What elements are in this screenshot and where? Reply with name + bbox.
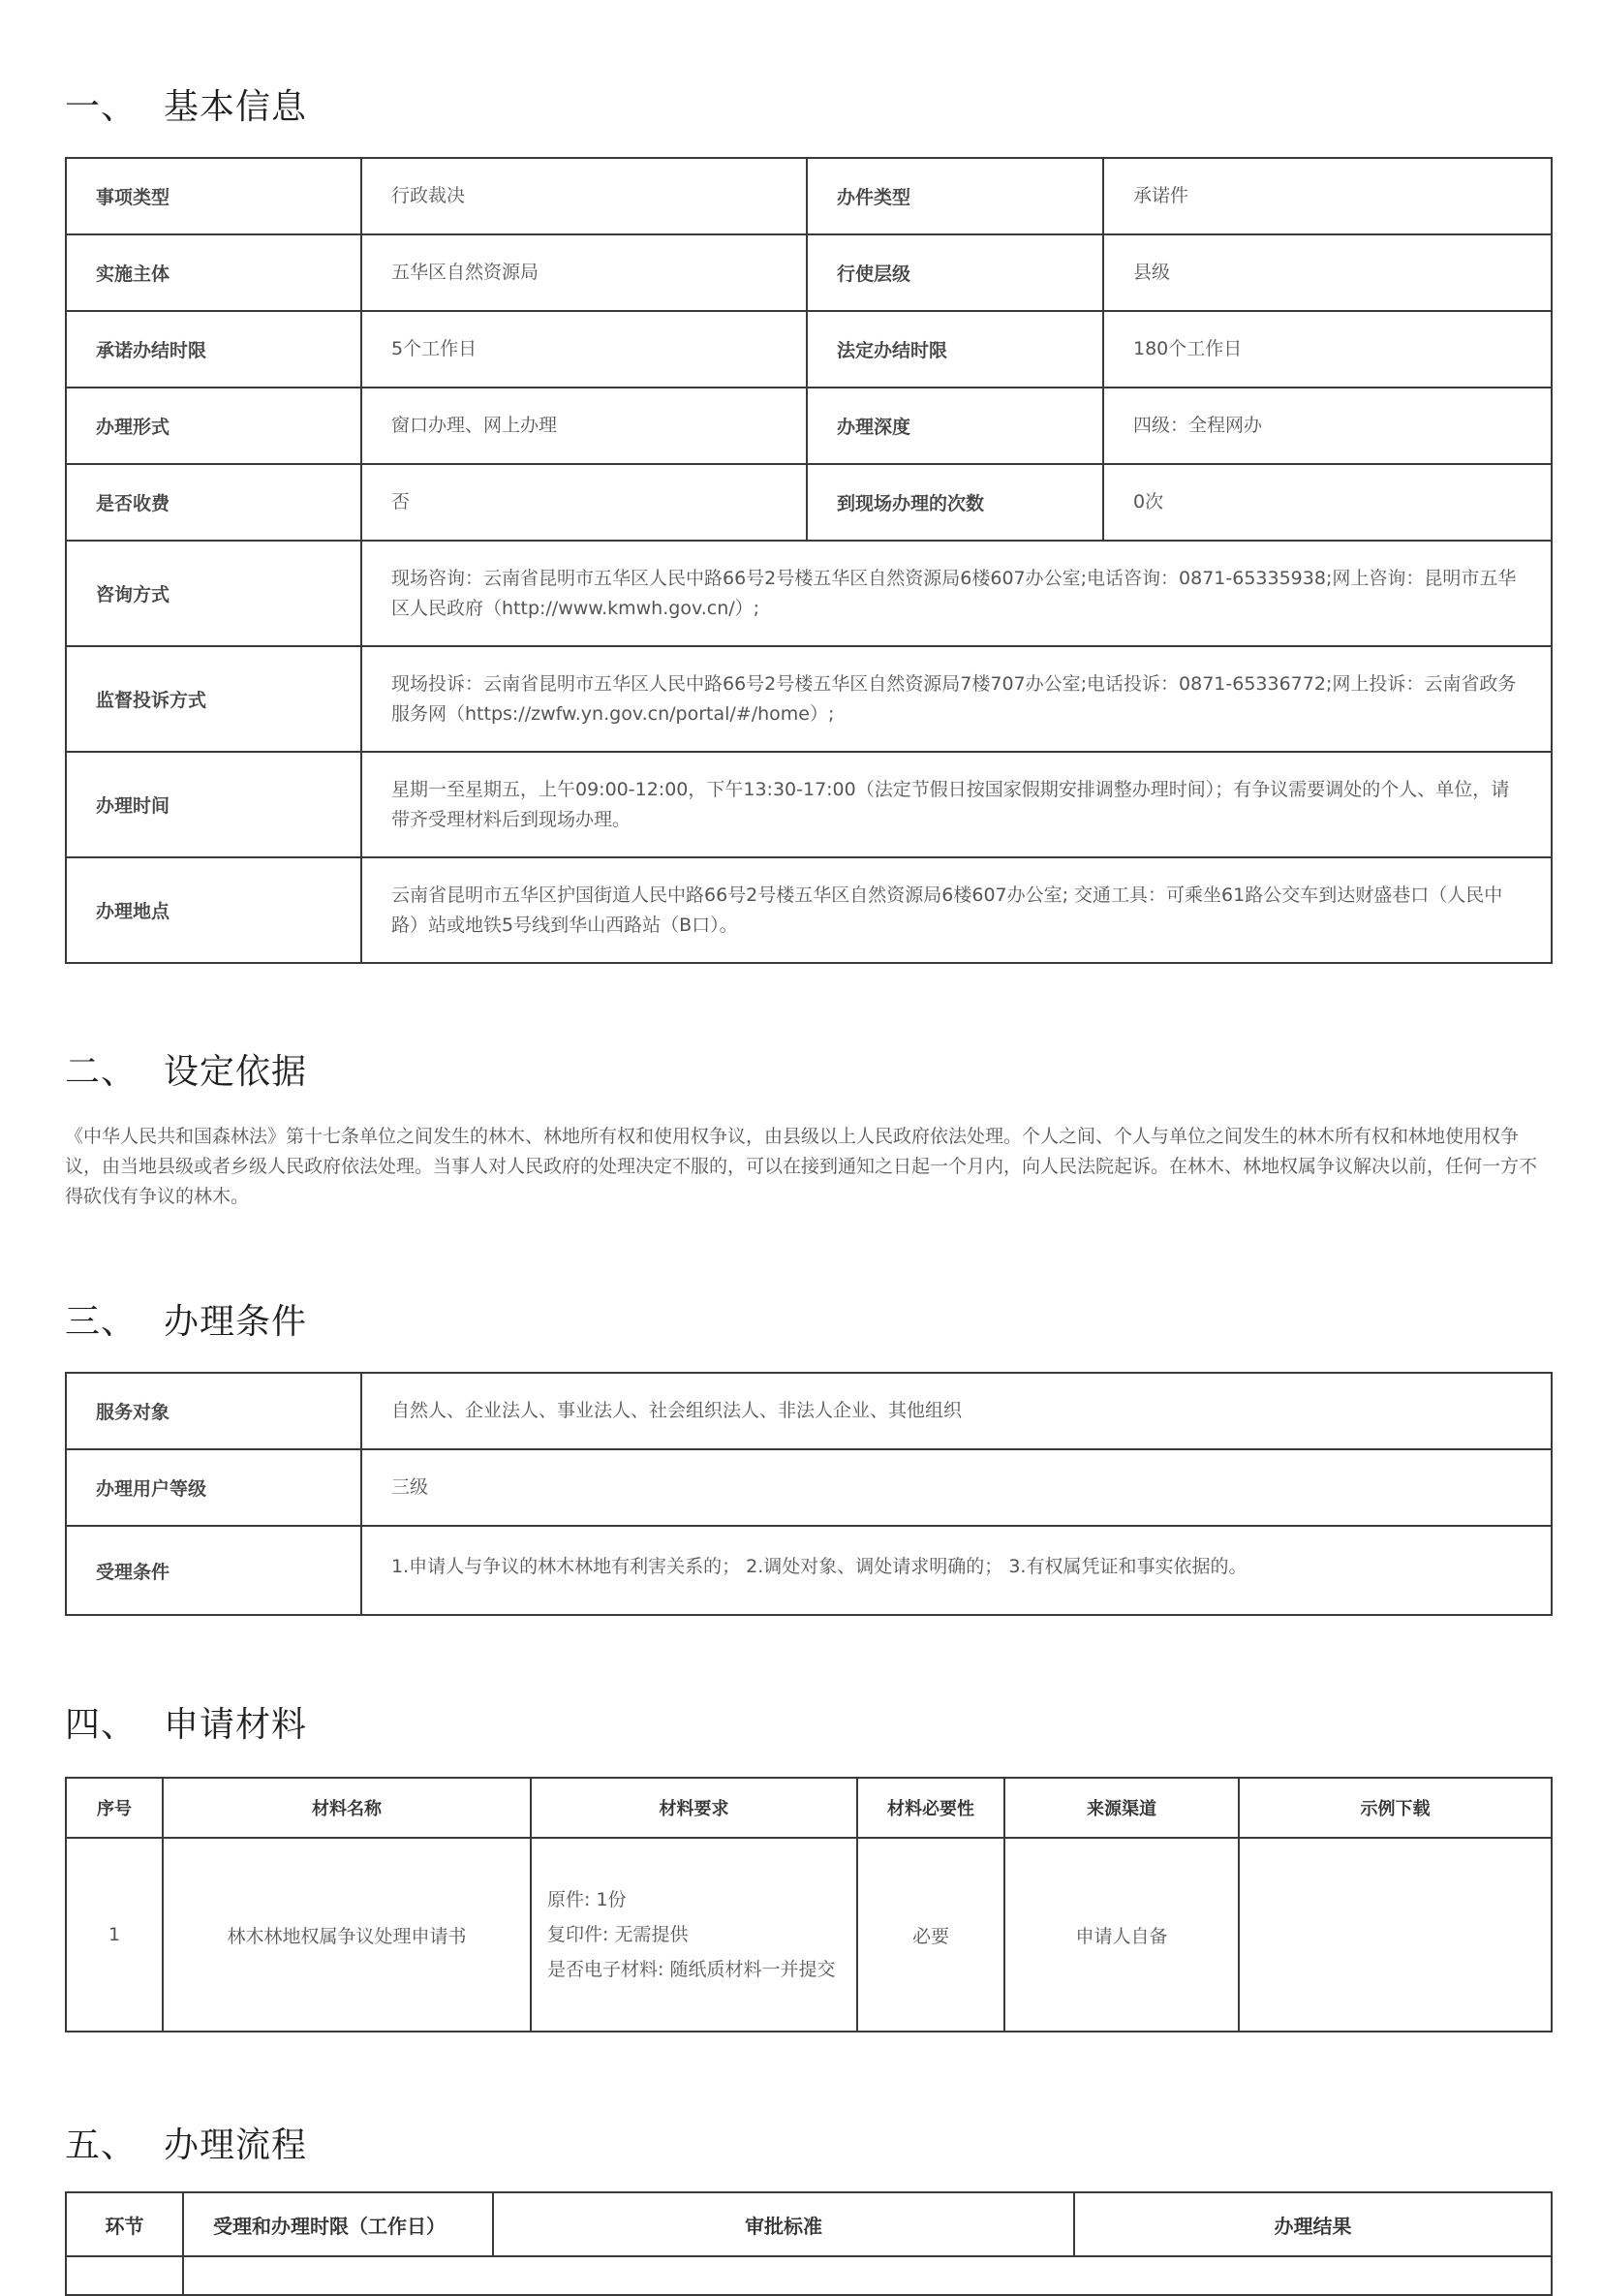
table-row: 事项类型 行政裁决 办件类型 承诺件 (66, 158, 1552, 234)
table-row: 办理用户等级 三级 (66, 1449, 1552, 1526)
col-header-necessity: 材料必要性 (857, 1778, 1004, 1838)
table-row: 受理条件 1.申请人与争议的林木林地有利害关系的； 2.调处对象、调处请求明确的； 3.有权属凭证和事实依据的。 (66, 1526, 1552, 1615)
table-row: 办理形式 窗口办理、网上办理 办理深度 四级：全程网办 (66, 388, 1552, 464)
table-row: 是否收费 否 到现场办理的次数 0次 (66, 464, 1552, 541)
material-no: 1 (66, 1838, 163, 2032)
section-heading-basic-info: 一、 基本信息 (65, 87, 308, 127)
table-row: 监督投诉方式 现场投诉：云南省昆明市五华区人民中路66号2号楼五华区自然资源局7楼707办公室;电话投诉：0871-65336772;网上投诉：云南省政务服务网（https://zwfw.yn.gov.cn/portal/#/home）; (66, 646, 1552, 752)
material-necessity: 必要 (857, 1838, 1004, 2032)
table-row (66, 1838, 1552, 2032)
col-header-sample-download: 示例下载 (1239, 1778, 1552, 1838)
table-header-row (66, 2192, 1552, 2256)
table-row: 办理时间 星期一至星期五，上午09:00-12:00，下午13:30-17:00（法定节假日按国家假期安排调整办理时间）；有争议需要调处的个人、单位，请带齐受理材料后到现场办理。 (66, 752, 1552, 857)
basis-paragraph: 《中华人民共和国森林法》第十七条单位之间发生的林木、林地所有权和使用权争议，由县级以上人民政府依法处理。个人之间、个人与单位之间发生的林木所有权和林地使用权争议，由当地县级或者乡级人民政府依法处理。当事人对人民政府的处理决定不服的，可以在接到通知之日起一个月内，向人民法院起诉。在林木、林地权属争议解决以前，任何一方不得砍伐有争议的林木。 (65, 1126, 1538, 1207)
table-row: 办理地点 云南省昆明市五华区护国街道人民中路66号2号楼五华区自然资源局6楼607办公室; 交通工具：可乘坐61路公交车到达财盛巷口（人民中路）站或地铁5号线到华山西路站（B口）。 (66, 857, 1552, 963)
basic-info-table (65, 157, 1553, 964)
col-header-no: 序号 (66, 1778, 163, 1838)
materials-table (65, 1777, 1553, 2032)
section-heading-conditions: 三、 办理条件 (65, 1302, 308, 1342)
material-source: 申请人自备 (1004, 1838, 1239, 2032)
table-row (66, 2256, 1552, 2295)
material-sample-download[interactable] (1239, 1838, 1552, 2032)
table-header-row (66, 1778, 1552, 1838)
table-row: 承诺办结时限 5个工作日 法定办结时限 180个工作日 (66, 311, 1552, 388)
material-name: 林木林地权属争议处理申请书 (163, 1838, 531, 2032)
col-header-result: 办理结果 (1074, 2192, 1552, 2256)
col-header-name: 材料名称 (163, 1778, 531, 1838)
section-heading-materials: 四、 申请材料 (65, 1705, 308, 1745)
section-heading-basis: 二、 设定依据 (65, 1052, 308, 1092)
col-header-stage: 环节 (66, 2192, 183, 2256)
col-header-requirement: 材料要求 (531, 1778, 857, 1838)
table-row: 服务对象 自然人、企业法人、事业法人、社会组织法人、非法人企业、其他组织 (66, 1373, 1552, 1449)
col-header-time-limit: 受理和办理时限（工作日） (183, 2192, 493, 2256)
material-requirement: 原件: 1份 复印件: 无需提供 是否电子材料: 随纸质材料一并提交 (531, 1838, 857, 2032)
table-row: 实施主体 五华区自然资源局 行使层级 县级 (66, 234, 1552, 311)
conditions-table (65, 1372, 1553, 1616)
section-heading-process: 五、 办理流程 (65, 2125, 308, 2165)
process-table (65, 2191, 1553, 2296)
table-row: 咨询方式 现场咨询：云南省昆明市五华区人民中路66号2号楼五华区自然资源局6楼607办公室;电话咨询：0871-65335938;网上咨询：昆明市五华区人民政府（http://www.kmwh.gov.cn/）; (66, 541, 1552, 646)
col-header-standard: 审批标准 (493, 2192, 1074, 2256)
col-header-source: 来源渠道 (1004, 1778, 1239, 1838)
